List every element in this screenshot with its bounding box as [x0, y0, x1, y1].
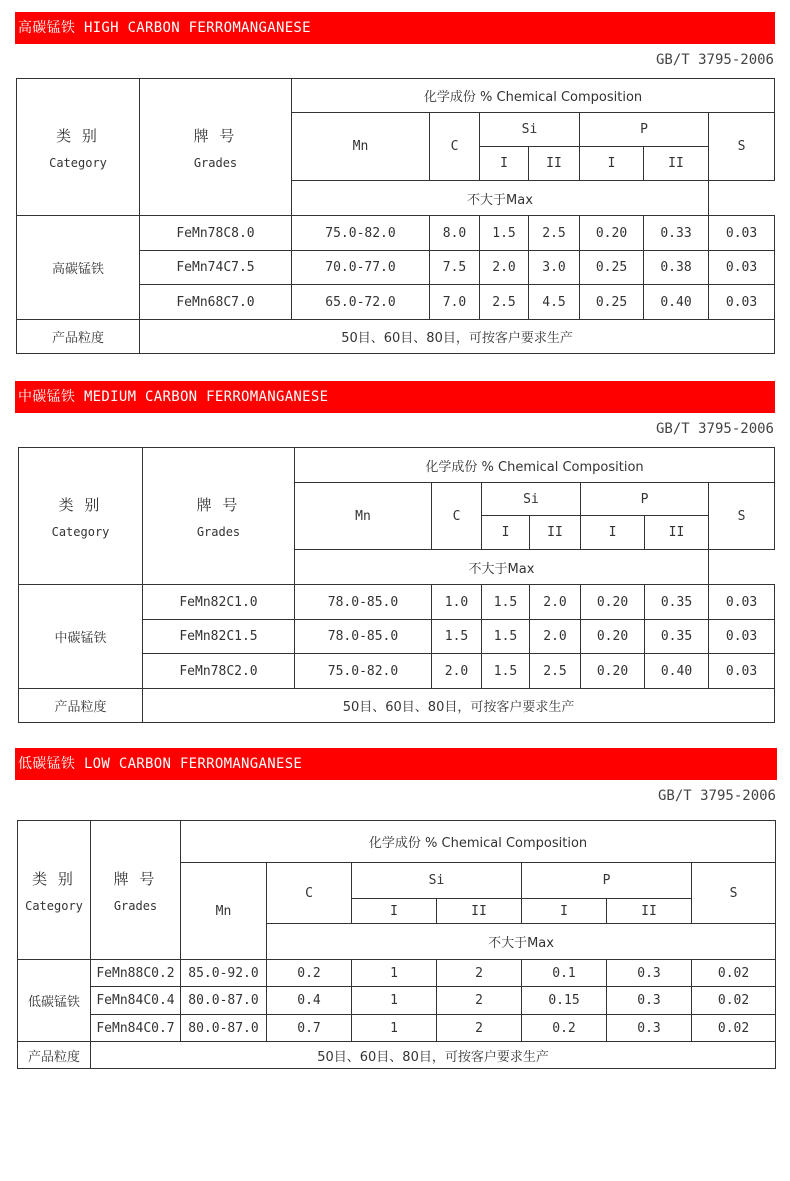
- p2-cell: 0.3: [607, 960, 692, 987]
- grade-cell: FeMn88C0.2: [91, 960, 181, 987]
- c-cell: 7.0: [430, 285, 480, 320]
- header-p-ii: II: [644, 147, 709, 181]
- si1-cell: 1.5: [482, 620, 530, 654]
- header-s: S: [709, 113, 775, 181]
- header-max: 不大于Max: [267, 924, 776, 960]
- granularity-label: 产品粒度: [18, 1042, 91, 1069]
- p1-cell: 0.20: [581, 620, 645, 654]
- category-header-en: Category: [51, 524, 110, 539]
- category-value: 高碳锰铁: [17, 216, 140, 320]
- spec-table-high-carbon: [16, 78, 775, 354]
- header-grades: [140, 79, 292, 216]
- grade-cell: FeMn78C2.0: [143, 654, 295, 689]
- banner-title-en: MEDIUM CARBON FERROMANGANESE: [83, 389, 329, 405]
- c-cell: 0.7: [267, 1015, 352, 1042]
- banner-title-cn: 低碳锰铁: [18, 756, 76, 772]
- section-banner-high-carbon: [15, 12, 775, 44]
- p1-cell: 0.20: [581, 654, 645, 689]
- s-cell: 0.03: [709, 251, 775, 285]
- c-cell: 7.5: [430, 251, 480, 285]
- granularity-label: 产品粒度: [19, 689, 143, 723]
- header-p-ii: II: [645, 516, 709, 550]
- c-cell: 0.2: [267, 960, 352, 987]
- si2-cell: 4.5: [529, 285, 580, 320]
- si2-cell: 2.0: [530, 620, 581, 654]
- category-header-cn: 类 别: [58, 495, 103, 514]
- grades-header-cn: 牌 号: [113, 869, 158, 888]
- mn-cell: 78.0-85.0: [295, 585, 432, 620]
- si2-cell: 3.0: [529, 251, 580, 285]
- si1-cell: 1.5: [482, 654, 530, 689]
- spec-table-medium-carbon: [18, 447, 775, 723]
- header-max: 不大于Max: [292, 181, 709, 216]
- si1-cell: 2.0: [480, 251, 529, 285]
- p1-cell: 0.2: [522, 1015, 607, 1042]
- header-s: S: [692, 863, 776, 924]
- grade-cell: FeMn82C1.5: [143, 620, 295, 654]
- p1-cell: 0.25: [580, 251, 644, 285]
- header-si-i: I: [480, 147, 529, 181]
- header-si-i: I: [482, 516, 530, 550]
- mn-cell: 80.0-87.0: [181, 987, 267, 1015]
- header-si: Si: [482, 483, 581, 516]
- grade-cell: FeMn84C0.7: [91, 1015, 181, 1042]
- header-grades: [143, 448, 295, 585]
- granularity-value: 50目、60目、80目，可按客户要求生产: [143, 689, 775, 723]
- p2-cell: 0.40: [644, 285, 709, 320]
- grade-cell: FeMn82C1.0: [143, 585, 295, 620]
- header-si-ii: II: [437, 899, 522, 924]
- category-value: 低碳锰铁: [18, 960, 91, 1042]
- header-max: 不大于Max: [295, 550, 709, 585]
- c-cell: 2.0: [432, 654, 482, 689]
- si2-cell: 2.5: [529, 216, 580, 251]
- table-row: [17, 216, 775, 251]
- header-p-i: I: [522, 899, 607, 924]
- table-row: [18, 1015, 776, 1042]
- header-composition: 化学成份 % Chemical Composition: [181, 821, 776, 863]
- grade-cell: FeMn78C8.0: [140, 216, 292, 251]
- grades-header-en: Grades: [113, 898, 158, 913]
- si1-cell: 1: [352, 1015, 437, 1042]
- category-value: 中碳锰铁: [19, 585, 143, 689]
- header-c: C: [267, 863, 352, 924]
- si2-cell: 2.5: [530, 654, 581, 689]
- s-cell: 0.02: [692, 960, 776, 987]
- p2-cell: 0.38: [644, 251, 709, 285]
- section-banner-medium-carbon: [15, 381, 775, 413]
- grade-cell: FeMn84C0.4: [91, 987, 181, 1015]
- banner-title-en: HIGH CARBON FERROMANGANESE: [83, 20, 311, 36]
- s-cell: 0.03: [709, 285, 775, 320]
- header-si-ii: II: [529, 147, 580, 181]
- header-si: Si: [352, 863, 522, 899]
- c-cell: 1.5: [432, 620, 482, 654]
- header-category: [18, 821, 91, 960]
- granularity-label: 产品粒度: [17, 320, 140, 354]
- granularity-value: 50目、60目、80目，可按客户要求生产: [140, 320, 775, 354]
- category-header-en: Category: [25, 898, 83, 913]
- header-mn: Mn: [181, 863, 267, 960]
- mn-cell: 78.0-85.0: [295, 620, 432, 654]
- header-category: [19, 448, 143, 585]
- header-p-i: I: [581, 516, 645, 550]
- table-row: [18, 987, 776, 1015]
- header-c: C: [432, 483, 482, 550]
- p1-cell: 0.15: [522, 987, 607, 1015]
- header-si-ii: II: [530, 516, 581, 550]
- si2-cell: 2: [437, 1015, 522, 1042]
- si2-cell: 2: [437, 987, 522, 1015]
- mn-cell: 80.0-87.0: [181, 1015, 267, 1042]
- mn-cell: 70.0-77.0: [292, 251, 430, 285]
- header-grades: [91, 821, 181, 960]
- p2-cell: 0.33: [644, 216, 709, 251]
- grades-header-en: Grades: [193, 155, 238, 170]
- header-p: P: [580, 113, 709, 147]
- header-s: S: [709, 483, 775, 550]
- standard-code: GB/T 3795-2006: [655, 52, 774, 68]
- p1-cell: 0.20: [581, 585, 645, 620]
- si1-cell: 1.5: [482, 585, 530, 620]
- c-cell: 8.0: [430, 216, 480, 251]
- spec-table-low-carbon: [17, 820, 776, 1069]
- p2-cell: 0.40: [645, 654, 709, 689]
- header-p-i: I: [580, 147, 644, 181]
- p1-cell: 0.20: [580, 216, 644, 251]
- p2-cell: 0.3: [607, 987, 692, 1015]
- c-cell: 0.4: [267, 987, 352, 1015]
- si1-cell: 2.5: [480, 285, 529, 320]
- p2-cell: 0.3: [607, 1015, 692, 1042]
- p2-cell: 0.35: [645, 585, 709, 620]
- header-si-i: I: [352, 899, 437, 924]
- grades-header-cn: 牌 号: [196, 495, 241, 514]
- category-header-cn: 类 别: [32, 869, 76, 888]
- s-cell: 0.02: [692, 1015, 776, 1042]
- category-header-en: Category: [49, 155, 107, 170]
- c-cell: 1.0: [432, 585, 482, 620]
- si1-cell: 1: [352, 960, 437, 987]
- category-header-cn: 类 别: [56, 126, 100, 145]
- grade-cell: FeMn74C7.5: [140, 251, 292, 285]
- section-banner-low-carbon: [15, 748, 777, 780]
- grade-cell: FeMn68C7.0: [140, 285, 292, 320]
- mn-cell: 85.0-92.0: [181, 960, 267, 987]
- banner-title-cn: 中碳锰铁: [18, 389, 76, 405]
- standard-code: GB/T 3795-2006: [655, 421, 774, 437]
- standard-code: GB/T 3795-2006: [657, 788, 776, 804]
- header-si: Si: [480, 113, 580, 147]
- si2-cell: 2: [437, 960, 522, 987]
- si1-cell: 1.5: [480, 216, 529, 251]
- banner-title-cn: 高碳锰铁: [18, 20, 76, 36]
- si1-cell: 1: [352, 987, 437, 1015]
- grades-header-en: Grades: [196, 524, 241, 539]
- mn-cell: 65.0-72.0: [292, 285, 430, 320]
- header-category: [17, 79, 140, 216]
- header-composition: 化学成份 % Chemical Composition: [295, 448, 775, 483]
- header-p-ii: II: [607, 899, 692, 924]
- banner-title-en: LOW CARBON FERROMANGANESE: [83, 756, 303, 772]
- header-p: P: [581, 483, 709, 516]
- header-mn: Mn: [295, 483, 432, 550]
- p1-cell: 0.1: [522, 960, 607, 987]
- mn-cell: 75.0-82.0: [295, 654, 432, 689]
- s-cell: 0.02: [692, 987, 776, 1015]
- p1-cell: 0.25: [580, 285, 644, 320]
- grades-header-cn: 牌 号: [193, 126, 238, 145]
- header-c: C: [430, 113, 480, 181]
- p2-cell: 0.35: [645, 620, 709, 654]
- granularity-value: 50目、60目、80目，可按客户要求生产: [91, 1042, 776, 1069]
- s-cell: 0.03: [709, 216, 775, 251]
- s-cell: 0.03: [709, 654, 775, 689]
- table-row: [18, 960, 776, 987]
- si2-cell: 2.0: [530, 585, 581, 620]
- header-composition: 化学成份 % Chemical Composition: [292, 79, 775, 113]
- header-mn: Mn: [292, 113, 430, 181]
- table-row: [19, 585, 775, 620]
- header-p: P: [522, 863, 692, 899]
- s-cell: 0.03: [709, 585, 775, 620]
- s-cell: 0.03: [709, 620, 775, 654]
- mn-cell: 75.0-82.0: [292, 216, 430, 251]
